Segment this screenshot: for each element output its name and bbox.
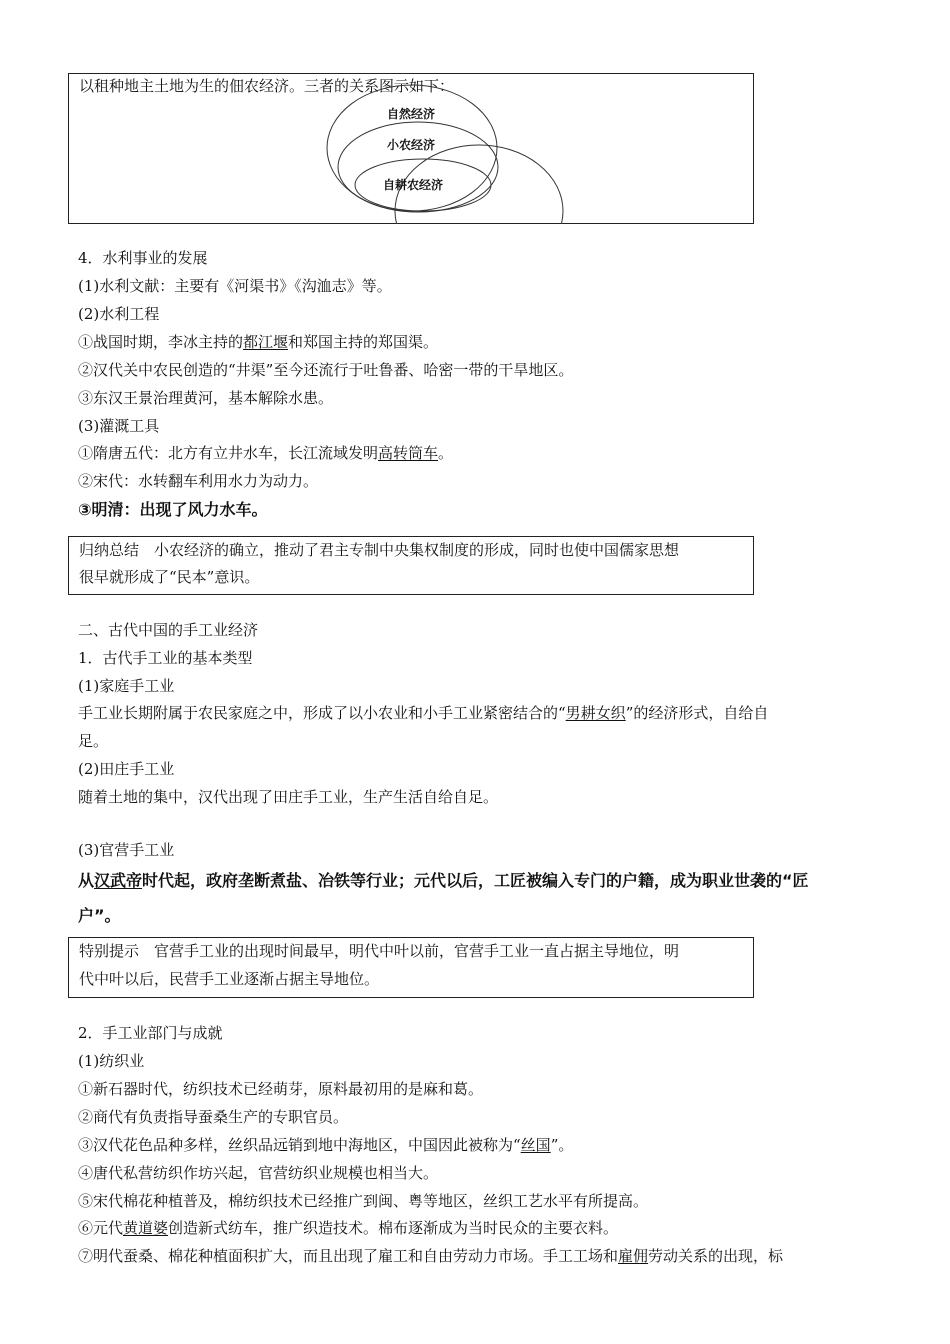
home-craft-title: (1)家庭手工业 <box>78 677 175 695</box>
text-segment: 。 <box>438 444 454 462</box>
estate-craft-text: 随着土地的集中，汉代出现了田庄手工业，生产生活自给自足。 <box>78 788 499 806</box>
gov-craft-title: (3)官营手工业 <box>78 841 175 859</box>
water-eng-item-2: ②汉代关中农民创造的“井渠”至今还流行于吐鲁番、哈密一带的干旱地区。 <box>78 361 574 379</box>
guyong-underlined: 雇佣 <box>618 1247 649 1265</box>
text-segment: 手工业长期附属于农民家庭之中，形成了以小农业和小手工业紧密结合的“ <box>78 704 566 722</box>
siguo-underlined: 丝国 <box>520 1136 551 1154</box>
self-farmer-label: 自耕农经济 <box>382 178 444 192</box>
tip-line-1: 特别提示 官营手工业的出现时间最早，明代中叶以前，官营手工业一直占据主导地位，明 <box>79 942 680 960</box>
textile-item-2: ②商代有负责指导蚕桑生产的专职官员。 <box>78 1108 349 1126</box>
estate-craft-title: (2)田庄手工业 <box>78 760 175 778</box>
text-segment: ③汉代花色品种多样，丝织品远销到地中海地区，中国因此被称为“ <box>78 1136 521 1154</box>
hanwudi-underlined: 汉武帝 <box>94 871 143 890</box>
water-literature: (1)水利文献：主要有《河渠书》《沟洫志》等。 <box>78 277 392 295</box>
gov-craft-text-2: 户”。 <box>78 906 121 925</box>
irrigation-title: (3)灌溉工具 <box>78 417 160 435</box>
textile-item-1: ①新石器时代，纺织技术已经萌芽，原料最初用的是麻和葛。 <box>78 1080 484 1098</box>
summary-line-1: 归纳总结 小农经济的确立，推动了君主专制中央集权制度的形成，同时也使中国儒家思想 <box>79 541 680 559</box>
sectors-heading: 2．手工业部门与成就 <box>78 1024 223 1042</box>
textile-item-7 <box>78 1246 783 1266</box>
irrigation-item-3: ③明清：出现了风力水车。 <box>78 500 268 519</box>
huangdaopo-underlined: 黄道婆 <box>123 1219 169 1237</box>
natural-economy-label: 自然经济 <box>386 107 436 121</box>
economy-diagram <box>0 0 950 230</box>
box-intro-text: 以租种地主土地为生的佃农经济。三者的关系图示如下： <box>79 77 455 95</box>
text-segment: ”的经济形式，自给自 <box>625 704 769 722</box>
text-segment: 和郑国主持的郑国渠。 <box>288 333 439 351</box>
craft-types-heading: 1．古代手工业的基本类型 <box>78 649 253 667</box>
text-segment: ①战国时期，李冰主持的 <box>78 333 244 351</box>
tip-line-2: 代中叶以后，民营手工业逐渐占据主导地位。 <box>79 970 380 988</box>
summary-box <box>68 536 754 595</box>
irrigation-item-2: ②宋代：水转翻车利用水力为动力。 <box>78 472 319 490</box>
water-eng-item-3: ③东汉王景治理黄河，基本解除水患。 <box>78 389 334 407</box>
tip-box <box>68 937 754 998</box>
craft-heading: 二、古代中国的手工业经济 <box>78 621 259 639</box>
water-heading: 4．水利事业的发展 <box>78 249 208 267</box>
text-segment: 创造新式纺车，推广织造技术。棉布逐渐成为当时民众的主要衣料。 <box>168 1219 619 1237</box>
dujiangyan-underlined: 都江堰 <box>243 333 289 351</box>
gaozhuan-tongche-underlined: 高转筒车 <box>378 444 439 462</box>
textile-item-5: ⑤宋代棉花种植普及，棉纺织技术已经推广到闽、粤等地区，丝织工艺水平有所提高。 <box>78 1192 649 1210</box>
home-craft-text-1 <box>78 703 768 723</box>
textile-item-6 <box>78 1218 618 1238</box>
text-segment: 从 <box>78 871 95 890</box>
text-segment: ⑥元代 <box>78 1219 124 1237</box>
text-segment: ”。 <box>550 1136 574 1154</box>
summary-line-2: 很早就形成了“民本”意识。 <box>79 568 260 586</box>
text-segment: 劳动关系的出现，标 <box>648 1247 784 1265</box>
nangeng-nvzhi-underlined: 男耕女织 <box>565 704 626 722</box>
text-segment: 时代起，政府垄断煮盐、冶铁等行业；元代以后，工匠被编入专门的户籍，成为职业世袭的“匠 <box>142 871 809 890</box>
text-segment: ①隋唐五代：北方有立井水车，长江流域发明 <box>78 444 379 462</box>
water-eng-item-1 <box>78 332 438 352</box>
irrigation-item-1 <box>78 443 453 463</box>
textile-title: (1)纺织业 <box>78 1052 145 1070</box>
text-segment: ⑦明代蚕桑、棉花种植面积扩大，而且出现了雇工和自由劳动力市场。手工工场和 <box>78 1247 619 1265</box>
small-peasant-label: 小农经济 <box>386 138 436 152</box>
textile-item-4: ④唐代私营纺织作坊兴起，官营纺织业规模也相当大。 <box>78 1164 439 1182</box>
gov-craft-text-1 <box>78 871 809 891</box>
water-engineering-title: (2)水利工程 <box>78 305 160 323</box>
home-craft-text-2: 足。 <box>78 732 109 750</box>
textile-item-3 <box>78 1135 573 1155</box>
